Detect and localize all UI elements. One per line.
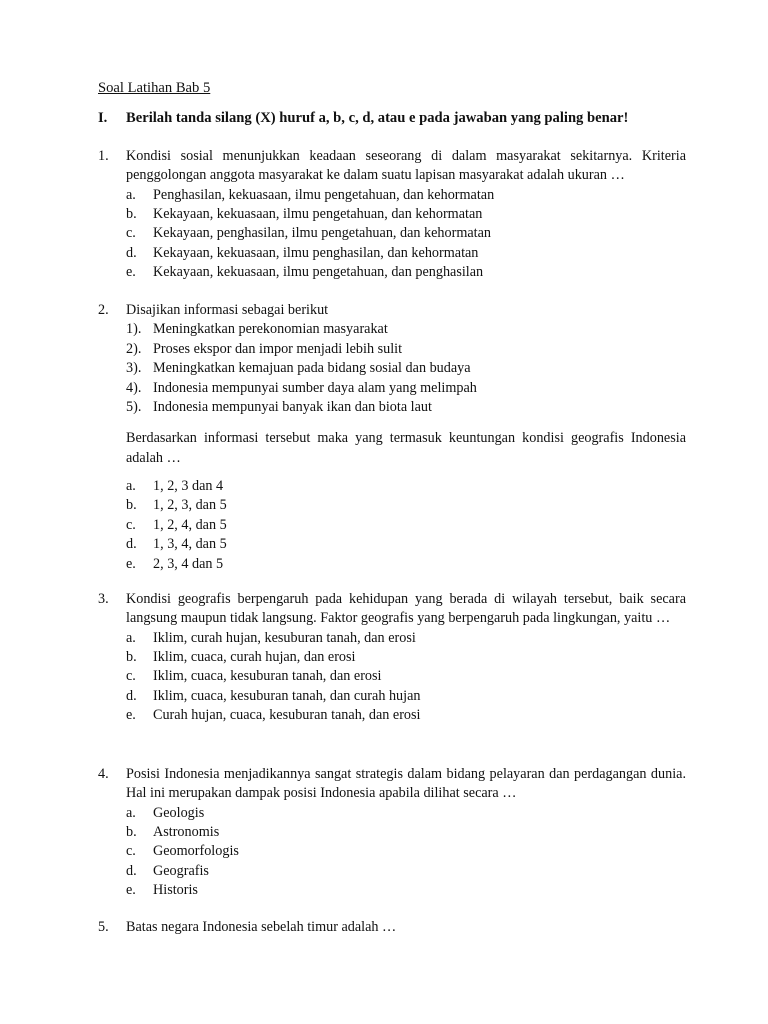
option-text: Curah hujan, cuaca, kesuburan tanah, dan erosi bbox=[153, 707, 421, 724]
option-letter: e. bbox=[126, 555, 136, 572]
option-text: Geomorfologis bbox=[153, 843, 239, 860]
option-text: Iklim, curah hujan, kesuburan tanah, dan erosi bbox=[153, 629, 416, 646]
option-text: Iklim, cuaca, kesuburan tanah, dan curah hujan bbox=[153, 687, 421, 704]
option-e[interactable] bbox=[126, 555, 686, 574]
option-text: Historis bbox=[153, 882, 198, 899]
option-text: Kekayaan, kekuasaan, ilmu pengetahuan, dan kehormatan bbox=[153, 206, 483, 222]
option-a[interactable] bbox=[126, 629, 686, 648]
statement-text: Indonesia mempunyai banyak ikan dan biota laut bbox=[153, 398, 432, 415]
statement-text: Indonesia mempunyai sumber daya alam yang melimpah bbox=[153, 379, 477, 396]
option-d[interactable] bbox=[126, 862, 686, 881]
question-2 bbox=[98, 301, 686, 574]
option-text: 1, 2, 3, dan 5 bbox=[153, 497, 227, 514]
question-text: Kondisi geografis berpengaruh pada kehidupan yang berada di wilayah tersebut, baik secara langsung maupun tidak langsung. Faktor geografis yang berpengaruh pada lingkungan, yaitu … bbox=[126, 591, 686, 627]
question-3 bbox=[98, 590, 686, 726]
option-list bbox=[98, 804, 686, 901]
question-number: 1. bbox=[98, 148, 109, 164]
statement-text: Meningkatkan kemajuan pada bidang sosial dan budaya bbox=[153, 360, 471, 377]
option-e[interactable] bbox=[126, 706, 686, 725]
question-number: 5. bbox=[98, 919, 109, 935]
option-text: Iklim, cuaca, kesuburan tanah, dan erosi bbox=[153, 668, 382, 685]
option-c[interactable] bbox=[126, 667, 686, 686]
option-letter: e. bbox=[126, 882, 136, 899]
option-list bbox=[98, 629, 686, 726]
question-text: Posisi Indonesia menjadikannya sangat strategis dalam bidang pelayaran dan perdagangan dunia. Hal ini merupakan dampak posisi Indonesia apabila dilihat secara … bbox=[126, 766, 686, 802]
option-text: Iklim, cuaca, curah hujan, dan erosi bbox=[153, 649, 356, 665]
option-text: Kekayaan, kekuasaan, ilmu pengetahuan, dan penghasilan bbox=[153, 264, 484, 281]
option-d[interactable] bbox=[126, 687, 686, 706]
option-letter: b. bbox=[126, 649, 137, 665]
option-a[interactable] bbox=[126, 477, 686, 496]
option-b[interactable] bbox=[126, 823, 686, 842]
option-text: Geografis bbox=[153, 862, 209, 879]
option-d[interactable] bbox=[126, 244, 686, 263]
statement-number: 2). bbox=[126, 340, 142, 357]
statement-item bbox=[126, 340, 686, 359]
option-letter: a. bbox=[126, 629, 136, 646]
option-text: Astronomis bbox=[153, 824, 220, 840]
option-letter: d. bbox=[126, 536, 137, 553]
question-prompt: Berdasarkan informasi tersebut maka yang termasuk keuntungan kondisi geografis Indonesia adalah … bbox=[126, 430, 686, 466]
section-number: I. bbox=[98, 110, 108, 126]
statement-text: Proses ekspor dan impor menjadi lebih sulit bbox=[153, 340, 403, 357]
option-e[interactable] bbox=[126, 881, 686, 900]
question-number: 2. bbox=[98, 302, 109, 318]
statement-number: 1). bbox=[126, 321, 142, 338]
question-5 bbox=[98, 918, 686, 937]
section-instruction bbox=[98, 109, 698, 127]
option-letter: c. bbox=[126, 843, 136, 860]
option-letter: c. bbox=[126, 668, 136, 685]
document-title: Soal Latihan Bab 5 bbox=[98, 80, 211, 96]
option-text: 1, 2, 3 dan 4 bbox=[153, 477, 224, 494]
option-list bbox=[98, 186, 686, 283]
option-d[interactable] bbox=[126, 535, 686, 554]
statement-list bbox=[98, 320, 686, 417]
option-letter: d. bbox=[126, 862, 137, 879]
option-text: Geologis bbox=[153, 804, 205, 821]
option-letter: a. bbox=[126, 186, 136, 203]
option-text: 2, 3, 4 dan 5 bbox=[153, 555, 224, 572]
option-text: Penghasilan, kekuasaan, ilmu pengetahuan, dan kehormatan bbox=[153, 186, 495, 203]
option-letter: d. bbox=[126, 244, 137, 261]
option-b[interactable] bbox=[126, 205, 686, 224]
option-e[interactable] bbox=[126, 263, 686, 282]
question-4 bbox=[98, 765, 686, 901]
option-list bbox=[98, 477, 686, 574]
option-letter: e. bbox=[126, 707, 136, 724]
statement-number: 3). bbox=[126, 360, 142, 377]
option-c[interactable] bbox=[126, 224, 686, 243]
option-b[interactable] bbox=[126, 648, 686, 667]
question-text: Batas negara Indonesia sebelah timur adalah … bbox=[126, 919, 397, 935]
statement-item bbox=[126, 359, 686, 378]
option-letter: e. bbox=[126, 264, 136, 281]
option-text: Kekayaan, penghasilan, ilmu pengetahuan, dan kehormatan bbox=[153, 225, 492, 242]
option-b[interactable] bbox=[126, 496, 686, 515]
option-a[interactable] bbox=[126, 804, 686, 823]
statement-text: Meningkatkan perekonomian masyarakat bbox=[153, 321, 388, 338]
option-letter: c. bbox=[126, 516, 136, 533]
option-text: Kekayaan, kekuasaan, ilmu penghasilan, dan kehormatan bbox=[153, 244, 479, 261]
option-letter: b. bbox=[126, 824, 137, 840]
option-text: 1, 2, 4, dan 5 bbox=[153, 516, 227, 533]
statement-number: 5). bbox=[126, 398, 142, 415]
statement-item bbox=[126, 320, 686, 339]
option-a[interactable] bbox=[126, 186, 686, 205]
option-letter: b. bbox=[126, 206, 137, 222]
statement-item bbox=[126, 379, 686, 398]
question-text: Disajikan informasi sebagai berikut bbox=[126, 302, 329, 318]
question-number: 3. bbox=[98, 591, 109, 607]
question-1 bbox=[98, 147, 686, 283]
option-c[interactable] bbox=[126, 516, 686, 535]
option-letter: a. bbox=[126, 804, 136, 821]
option-c[interactable] bbox=[126, 842, 686, 861]
question-number: 4. bbox=[98, 766, 109, 782]
statement-item bbox=[126, 398, 686, 417]
option-letter: b. bbox=[126, 497, 137, 514]
option-letter: c. bbox=[126, 225, 136, 242]
question-text: Kondisi sosial menunjukkan keadaan seseorang di dalam masyarakat sekitarnya. Kriteria penggolongan anggota masyarakat ke dalam suatu lapisan masyarakat adalah ukuran … bbox=[126, 148, 686, 184]
option-letter: a. bbox=[126, 477, 136, 494]
option-letter: d. bbox=[126, 687, 137, 704]
statement-number: 4). bbox=[126, 379, 142, 396]
instruction-text: Berilah tanda silang (X) huruf a, b, c, d, atau e pada jawaban yang paling benar! bbox=[126, 110, 629, 126]
option-text: 1, 3, 4, dan 5 bbox=[153, 536, 227, 553]
